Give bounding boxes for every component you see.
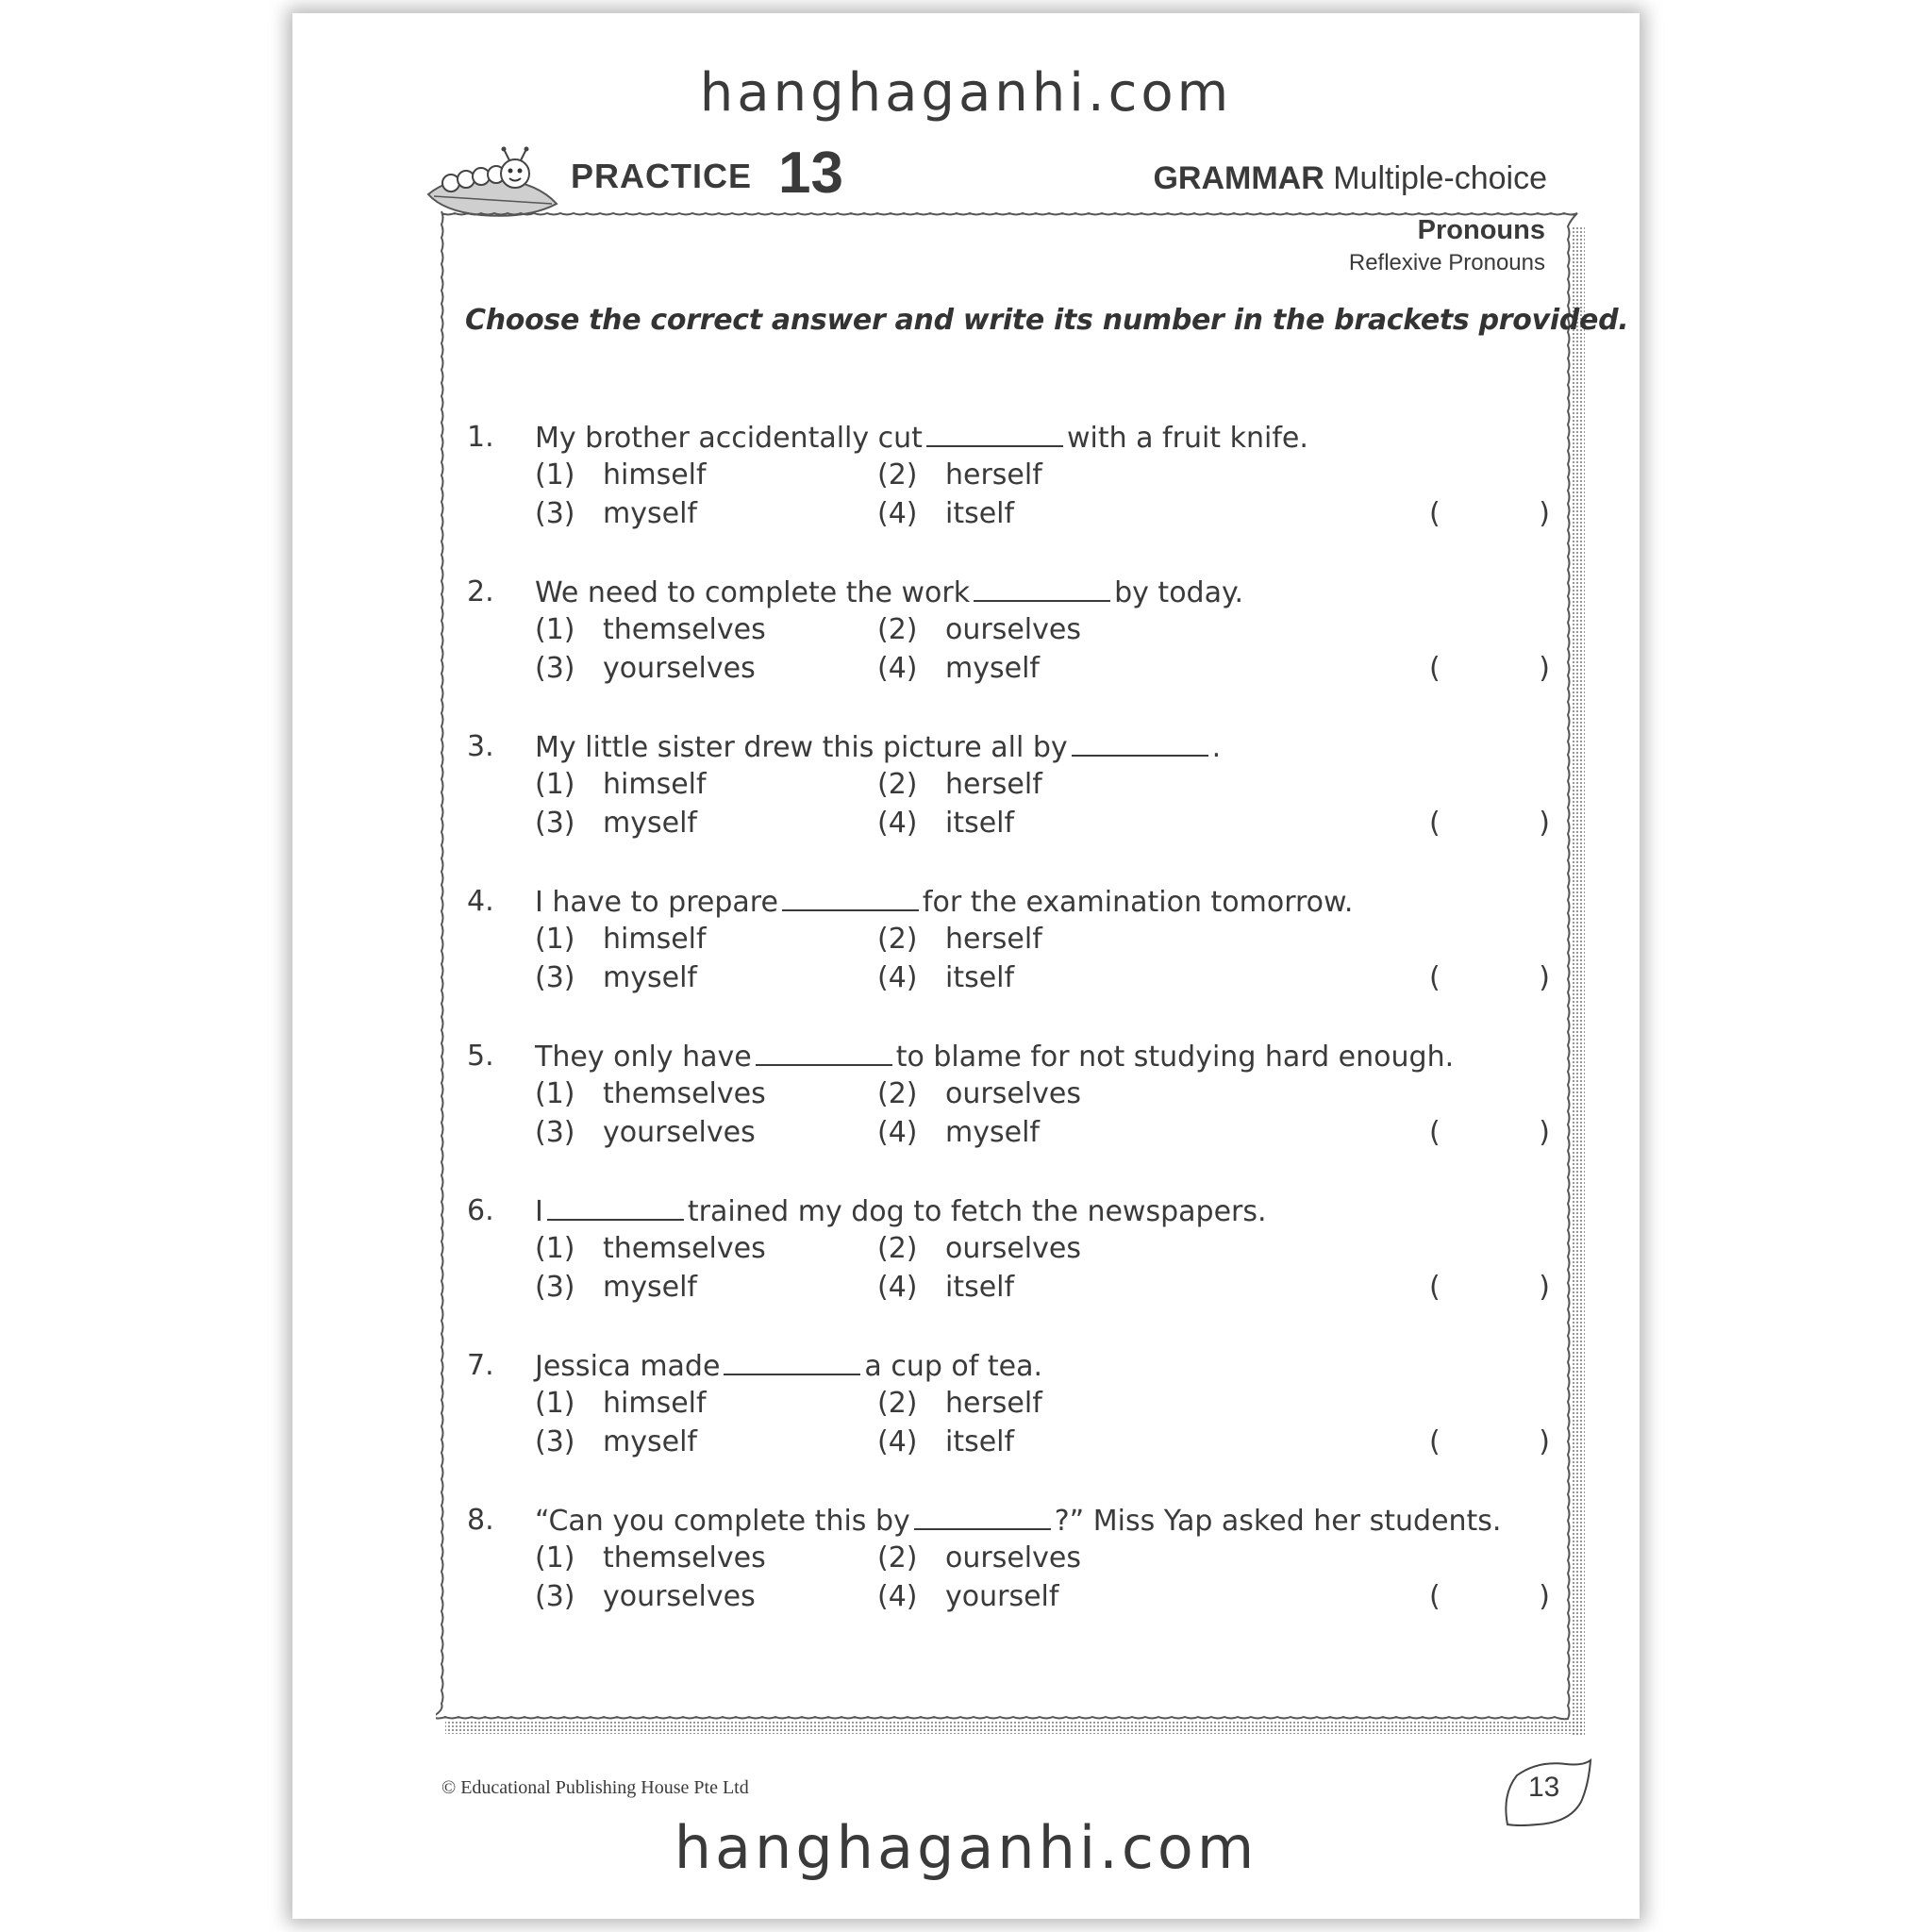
option-item	[535, 1541, 766, 1574]
option-text: ourselves	[945, 613, 1081, 646]
bracket-open: (	[1429, 1425, 1441, 1458]
option-number: (2)	[877, 458, 918, 491]
option-item	[877, 1387, 1042, 1420]
answer-brackets[interactable]	[1429, 807, 1550, 840]
option-text: herself	[945, 1387, 1042, 1420]
option-text: itself	[945, 961, 1015, 994]
option-number: (4)	[877, 1580, 918, 1613]
stem-before-blank: My brother accidentally cut	[535, 422, 923, 455]
option-text: themselves	[603, 1232, 766, 1265]
option-item	[877, 1077, 1081, 1110]
question-stem	[535, 421, 1308, 455]
watermark-top: hanghaganhi.com	[699, 62, 1233, 124]
stem-after-blank: for the examination tomorrow.	[922, 886, 1354, 919]
option-text: myself	[603, 1425, 697, 1458]
stem-after-blank: .	[1211, 731, 1222, 764]
option-text: himself	[603, 923, 707, 956]
question-item	[465, 1349, 1550, 1491]
topic-heading	[1349, 215, 1545, 276]
option-text: itself	[945, 1425, 1015, 1458]
option-text: themselves	[603, 1541, 766, 1574]
option-item	[877, 497, 1014, 530]
option-number: (2)	[877, 768, 918, 801]
bracket-open: (	[1429, 652, 1441, 685]
bracket-close: )	[1539, 1116, 1550, 1149]
question-item	[465, 1040, 1550, 1181]
option-item	[877, 1580, 1058, 1613]
option-text: herself	[945, 458, 1042, 491]
option-text: herself	[945, 923, 1042, 956]
practice-label: PRACTICE	[571, 157, 753, 195]
option-item	[535, 807, 697, 840]
question-stem	[535, 575, 1243, 609]
option-item	[535, 1232, 766, 1265]
option-number: (4)	[877, 1425, 918, 1458]
question-item	[465, 1504, 1550, 1645]
bracket-close: )	[1539, 807, 1550, 840]
stem-after-blank: to blame for not studying hard enough.	[895, 1041, 1455, 1074]
option-text: themselves	[603, 613, 766, 646]
copyright-notice: © Educational Publishing House Pte Ltd	[441, 1777, 749, 1798]
stem-after-blank: a cup of tea.	[864, 1350, 1043, 1383]
stem-after-blank: with a fruit knife.	[1066, 422, 1308, 455]
option-text: myself	[603, 1271, 697, 1304]
option-item	[877, 1116, 1040, 1149]
answer-brackets[interactable]	[1429, 652, 1550, 685]
option-text: itself	[945, 497, 1015, 530]
option-item	[877, 768, 1042, 801]
option-number: (3)	[535, 1580, 575, 1613]
question-number: 8.	[467, 1504, 494, 1537]
answer-brackets[interactable]	[1429, 1580, 1550, 1613]
option-number: (1)	[535, 1077, 575, 1110]
option-text: ourselves	[945, 1541, 1081, 1574]
option-item	[877, 458, 1042, 491]
question-stem	[535, 1040, 1454, 1074]
option-number: (1)	[535, 768, 575, 801]
option-item	[535, 768, 707, 801]
option-number: (1)	[535, 1387, 575, 1420]
option-number: (2)	[877, 1387, 918, 1420]
stem-before-blank: My little sister drew this picture all by	[535, 731, 1068, 764]
bracket-close: )	[1539, 497, 1550, 530]
question-number: 7.	[467, 1349, 494, 1382]
option-number: (2)	[877, 1232, 918, 1265]
option-item	[877, 1271, 1014, 1304]
stem-before-blank: I have to prepare	[535, 886, 778, 919]
stem-before-blank: “Can you complete this by	[535, 1505, 910, 1538]
topic-sub: Reflexive Pronouns	[1348, 250, 1545, 275]
answer-brackets[interactable]	[1429, 1425, 1550, 1458]
stem-after-blank: trained my dog to fetch the newspapers.	[687, 1195, 1267, 1228]
option-item	[535, 1271, 697, 1304]
answer-brackets[interactable]	[1429, 1116, 1550, 1149]
option-item	[535, 1077, 766, 1110]
option-item	[877, 807, 1014, 840]
answer-brackets[interactable]	[1429, 1271, 1550, 1304]
option-item	[535, 652, 756, 685]
option-text: ourselves	[945, 1232, 1081, 1265]
question-item	[465, 730, 1550, 872]
bracket-open: (	[1429, 807, 1441, 840]
option-number: (4)	[877, 1116, 918, 1149]
option-item	[535, 1580, 756, 1613]
option-item	[877, 613, 1081, 646]
option-item	[877, 1232, 1081, 1265]
stem-before-blank: We need to complete the work	[535, 576, 971, 609]
option-number: (1)	[535, 923, 575, 956]
question-item	[465, 575, 1550, 717]
option-item	[877, 923, 1042, 956]
question-stem	[535, 1349, 1042, 1383]
bracket-close: )	[1539, 1271, 1550, 1304]
option-number: (1)	[535, 458, 575, 491]
answer-blank	[914, 1504, 1051, 1530]
option-text: yourselves	[603, 1580, 756, 1613]
question-number: 3.	[467, 730, 494, 763]
option-text: herself	[945, 768, 1042, 801]
bracket-close: )	[1539, 1425, 1550, 1458]
answer-blank	[756, 1040, 892, 1066]
option-text: myself	[603, 961, 697, 994]
exercise-type: Multiple-choice	[1333, 160, 1547, 196]
option-number: (4)	[877, 652, 918, 685]
answer-brackets[interactable]	[1429, 961, 1550, 994]
option-item	[877, 1541, 1081, 1574]
option-number: (2)	[877, 923, 918, 956]
practice-number: 13	[778, 141, 843, 206]
option-item	[535, 497, 697, 530]
question-number: 6.	[467, 1194, 494, 1227]
option-item	[535, 923, 707, 956]
stem-after-blank: ?” Miss Yap asked her students.	[1054, 1505, 1502, 1538]
answer-blank	[782, 885, 919, 911]
option-number: (1)	[535, 1541, 575, 1574]
answer-blank	[926, 421, 1063, 447]
bracket-open: (	[1429, 1116, 1441, 1149]
option-number: (2)	[877, 613, 918, 646]
option-number: (3)	[535, 497, 575, 530]
option-text: myself	[945, 652, 1040, 685]
bracket-close: )	[1539, 1580, 1550, 1613]
option-number: (4)	[877, 1271, 918, 1304]
question-stem	[535, 1194, 1267, 1228]
option-number: (3)	[535, 807, 575, 840]
option-item	[535, 613, 766, 646]
stem-before-blank: Jessica made	[535, 1350, 721, 1383]
answer-blank	[1072, 730, 1208, 757]
option-number: (4)	[877, 961, 918, 994]
option-text: yourselves	[603, 652, 756, 685]
option-text: itself	[945, 1271, 1015, 1304]
grammar-label: GRAMMAR	[1153, 160, 1324, 196]
option-number: (3)	[535, 1425, 575, 1458]
option-item	[877, 961, 1014, 994]
bracket-open: (	[1429, 497, 1441, 530]
watermark-bottom: hanghaganhi.com	[674, 1813, 1258, 1882]
option-number: (4)	[877, 807, 918, 840]
answer-blank	[974, 575, 1110, 602]
bracket-close: )	[1539, 652, 1550, 685]
option-text: himself	[603, 768, 707, 801]
option-text: ourselves	[945, 1077, 1081, 1110]
instructions: Choose the correct answer and write its number in the brackets provided.	[465, 304, 1629, 337]
option-number: (3)	[535, 1116, 575, 1149]
option-text: myself	[603, 497, 697, 530]
option-number: (3)	[535, 1271, 575, 1304]
option-item	[535, 1387, 707, 1420]
option-text: yourself	[945, 1580, 1059, 1613]
answer-blank	[724, 1349, 860, 1375]
question-stem	[535, 730, 1221, 764]
option-text: yourselves	[603, 1116, 756, 1149]
page-number: 13	[1528, 1772, 1560, 1803]
option-text: itself	[945, 807, 1015, 840]
question-item	[465, 421, 1550, 562]
option-number: (1)	[535, 1232, 575, 1265]
option-item	[535, 961, 697, 994]
stem-after-blank: by today.	[1114, 576, 1243, 609]
option-item	[877, 652, 1040, 685]
option-number: (2)	[877, 1077, 918, 1110]
option-text: themselves	[603, 1077, 766, 1110]
question-number: 4.	[467, 885, 494, 918]
bracket-close: )	[1539, 961, 1550, 994]
option-number: (3)	[535, 652, 575, 685]
question-stem	[535, 1504, 1501, 1538]
option-number: (2)	[877, 1541, 918, 1574]
question-item	[465, 1194, 1550, 1336]
page-header	[425, 142, 1547, 217]
option-number: (4)	[877, 497, 918, 530]
option-number: (1)	[535, 613, 575, 646]
bracket-open: (	[1429, 1271, 1441, 1304]
option-item	[535, 1425, 697, 1458]
question-stem	[535, 885, 1353, 919]
option-item	[535, 1116, 756, 1149]
option-number: (3)	[535, 961, 575, 994]
question-number: 5.	[467, 1040, 494, 1073]
stem-before-blank: They only have	[535, 1041, 752, 1074]
option-text: himself	[603, 1387, 707, 1420]
option-text: myself	[603, 807, 697, 840]
topic-main: Pronouns	[1417, 215, 1545, 245]
bracket-open: (	[1429, 1580, 1441, 1613]
stem-before-blank: I	[535, 1195, 543, 1228]
option-item	[877, 1425, 1014, 1458]
answer-blank	[547, 1194, 684, 1221]
option-text: himself	[603, 458, 707, 491]
option-text: myself	[945, 1116, 1040, 1149]
section-title	[1153, 160, 1547, 197]
option-item	[535, 458, 707, 491]
bracket-open: (	[1429, 961, 1441, 994]
question-number: 2.	[467, 575, 494, 608]
answer-brackets[interactable]	[1429, 497, 1550, 530]
question-number: 1.	[467, 421, 494, 454]
question-item	[465, 885, 1550, 1026]
